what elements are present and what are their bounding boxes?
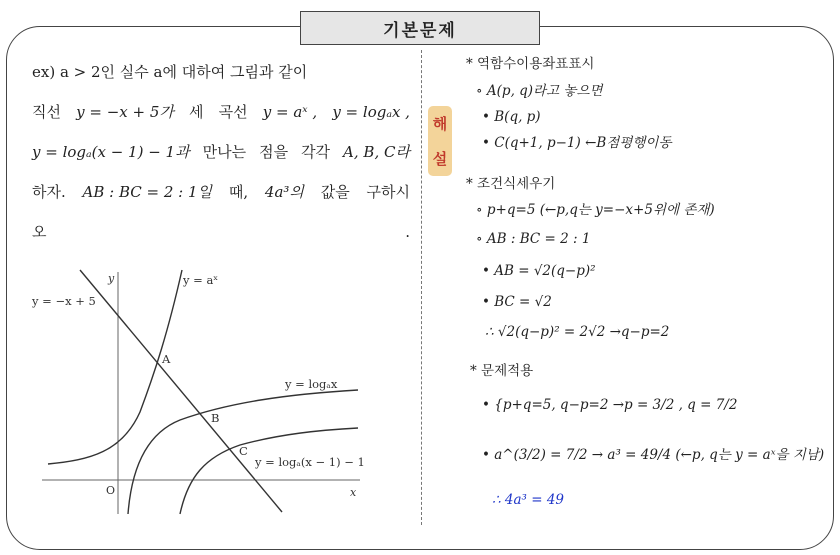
problem-text: 곡선 [218,103,248,121]
origin-label: O [106,484,116,497]
solution-badge [428,106,452,176]
problem-text: 만나는 [202,143,247,161]
solution-heading: * 조건식세우기 [466,176,556,192]
solution-step: ∘ A(p, q)라고 놓으면 [476,83,603,99]
problem-text: 직선 [32,103,61,121]
problem-text: y = logₐx , [332,103,410,121]
problem-text: ex) a > 2인 실수 a에 대하여 그림과 같이 [32,63,308,81]
point-a-label: A [162,352,171,366]
solution-step: • {p+q=5, q−p=2 →p = 3/2 , q = 7/2 [482,397,738,413]
problem-text: y = logₐ(x − 1) − 1과 [32,143,190,161]
function-graph [30,262,400,517]
line-curve [80,270,282,512]
problem-text: 구하시 [366,183,410,201]
page-title: 기본문제 [300,11,540,45]
problem-text: 세 [189,103,204,121]
problem-text: 때, [228,183,249,201]
point-c-label: C [239,444,248,458]
problem-text: A, B, C라 [343,143,410,161]
solution-step: • BC = √2 [482,294,552,310]
problem-line [32,182,410,222]
y-axis-label: y [108,272,115,285]
problem-statement [32,62,410,262]
x-axis-label: x [350,486,357,499]
problem-text: y = −x + 5가 [76,103,174,121]
point-b-label: B [211,411,220,425]
exp-label: y = aˣ [183,273,219,287]
problem-text: 각각 [301,143,331,161]
shifted-log-curve [180,428,358,514]
solution-step: • B(q, p) [482,109,541,125]
problem-text: 하자. [32,183,66,201]
problem-text: y = aˣ , [262,103,318,121]
badge-char: 설 [432,150,448,168]
problem-line [32,142,410,182]
badge-char: 해 [432,115,448,133]
problem-line [32,102,410,142]
solution-step: ∴ √2(q−p)² = 2√2 →q−p=2 [485,324,670,340]
solution-step: • AB = √2(q−p)² [482,263,596,279]
problem-text: 오 [32,223,47,241]
solution-heading: * 역함수이용좌표표시 [466,56,595,72]
problem-line [32,222,410,262]
solution-step: ∘ p+q=5 (←p,q는 y=−x+5위에 존재) [476,202,715,218]
problem-text: 4a³의 [264,183,304,201]
solution-step: • C(q+1, p−1) ←B점평행이동 [482,135,672,151]
solution-heading: * 문제적용 [470,363,534,379]
solution-step: • a^(3/2) = 7/2 → a³ = 49/4 (←p, q는 y = aˣ을 지남) [482,447,825,463]
column-divider [421,50,422,525]
final-answer: ∴ 4a³ = 49 [492,492,565,508]
problem-text: AB : BC = 2 : 1일 [82,183,213,201]
shifted-log-label: y = logₐ(x − 1) − 1 [255,455,365,469]
problem-line [32,62,410,102]
problem-text: 점을 [259,143,289,161]
problem-text: . [405,223,410,241]
problem-text: 값을 [320,183,350,201]
log-label: y = logₐx [285,377,338,391]
line-label: y = −x + 5 [32,294,96,308]
solution-step: ∘ AB : BC = 2 : 1 [476,231,591,247]
